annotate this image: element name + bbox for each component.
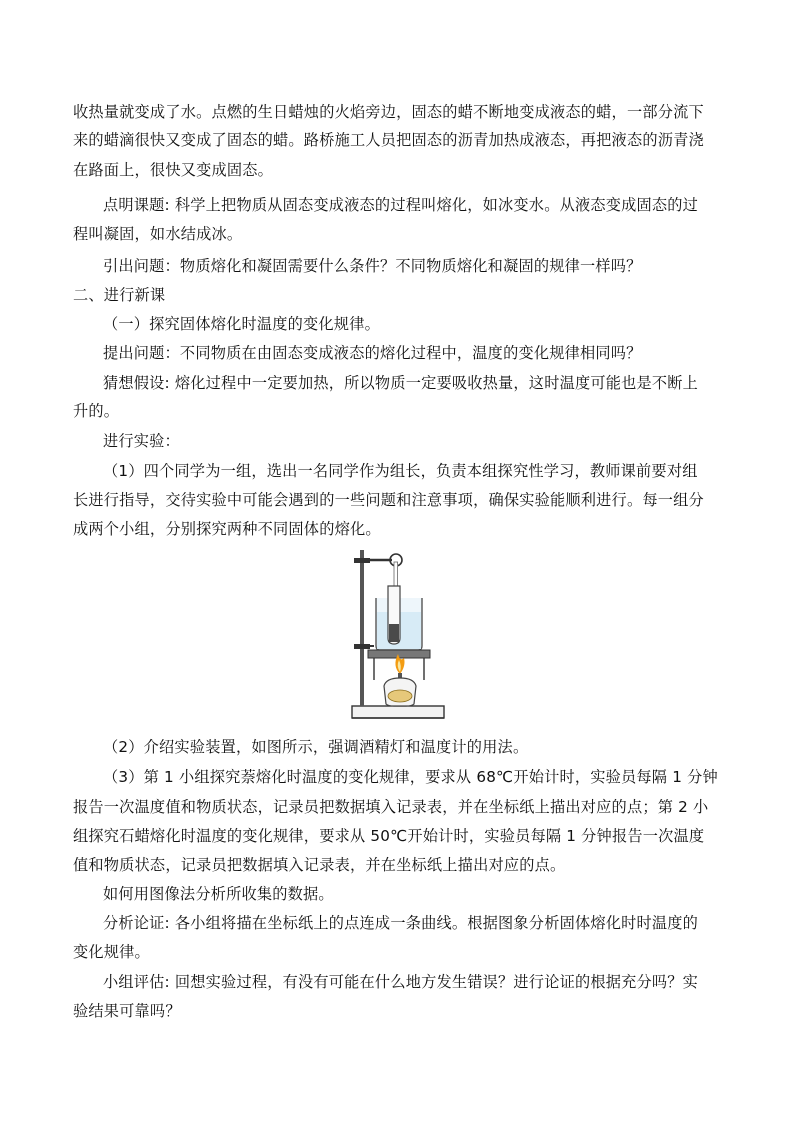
paragraph-line: 猜想假设: 熔化过程中一定要加热，所以物质一定要吸收热量，这时温度可能也是不断上 — [103, 374, 699, 392]
subsection-heading: （一）探究固体熔化时温度的变化规律。 — [103, 315, 380, 333]
paragraph-line: 进行实验： — [103, 432, 180, 450]
paragraph-line: 如何用图像法分析所收集的数据。 — [103, 885, 334, 903]
stand-rod — [360, 550, 364, 706]
paragraph-line: 来的蜡滴很快又变成了固态的蜡。路桥施工人员把固态的沥青加热成液态，再把液态的沥青浇 — [73, 131, 704, 149]
paragraph-line: 程叫凝固，如水结成冰。 — [73, 225, 243, 243]
paragraph-line: 收热量就变成了水。点燃的生日蜡烛的火焰旁边，固态的蜡不断地变成液态的蜡，一部分流下 — [73, 103, 704, 121]
paragraph-line: 长进行指导，交待实验中可能会遇到的一些问题和注意事项，确保实验能顺利进行。每一组分 — [73, 491, 704, 509]
paragraph-line: （3）第 1 小组探究萘熔化时温度的变化规律，要求从 68℃开始计时，实验员每隔 1 分钟 — [103, 768, 718, 786]
paragraph-line: 提出问题：不同物质在由固态变成液态的熔化过程中，温度的变化规律相同吗？ — [103, 344, 642, 362]
paragraph-line: 在路面上，很快又变成固态。 — [73, 161, 274, 179]
paragraph-line: （2）介绍实验装置，如图所示，强调酒精灯和温度计的用法。 — [103, 738, 529, 756]
paragraph-line: 引出问题：物质熔化和凝固需要什么条件？不同物质熔化和凝固的规律一样吗？ — [103, 257, 642, 275]
paragraph-line: 成两个小组，分别探究两种不同固体的熔化。 — [73, 520, 381, 538]
paragraph-line: 验结果可靠吗？ — [73, 1002, 181, 1020]
paragraph-line: 点明课题: 科学上把物质从固态变成液态的过程叫熔化，如冰变水。从液态变成固态的过 — [103, 196, 699, 214]
paragraph-line: 升的。 — [73, 402, 120, 420]
paragraph-line: （1）四个同学为一组，选出一名同学作为组长，负责本组探究性学习，教师课前要对组 — [103, 462, 698, 480]
wire-gauze — [368, 650, 430, 658]
paragraph-line: 变化规律。 — [73, 943, 150, 961]
paragraph-line: 组探究石蜡熔化时温度的变化规律，要求从 50℃开始计时，实验员每隔 1 分钟报告一次温度 — [73, 827, 705, 845]
stand-base — [352, 706, 444, 718]
experiment-apparatus-figure — [346, 546, 450, 726]
paragraph-line: 报告一次温度值和物质状态，记录员把数据填入记录表，并在坐标纸上描出对应的点；第 2 小 — [73, 798, 709, 816]
paragraph-line: 分析论证: 各小组将描在坐标纸上的点连成一条曲线。根据图象分析固体熔化时时温度的 — [103, 914, 699, 932]
paragraph-line: 值和物质状态，记录员把数据填入记录表，并在坐标纸上描出对应的点。 — [73, 856, 566, 874]
section-heading: 二、进行新课 — [73, 286, 166, 304]
paragraph-line: 小组评估: 回想实验过程，有没有可能在什么地方发生错误？进行论证的根据充分吗？实 — [103, 973, 699, 991]
